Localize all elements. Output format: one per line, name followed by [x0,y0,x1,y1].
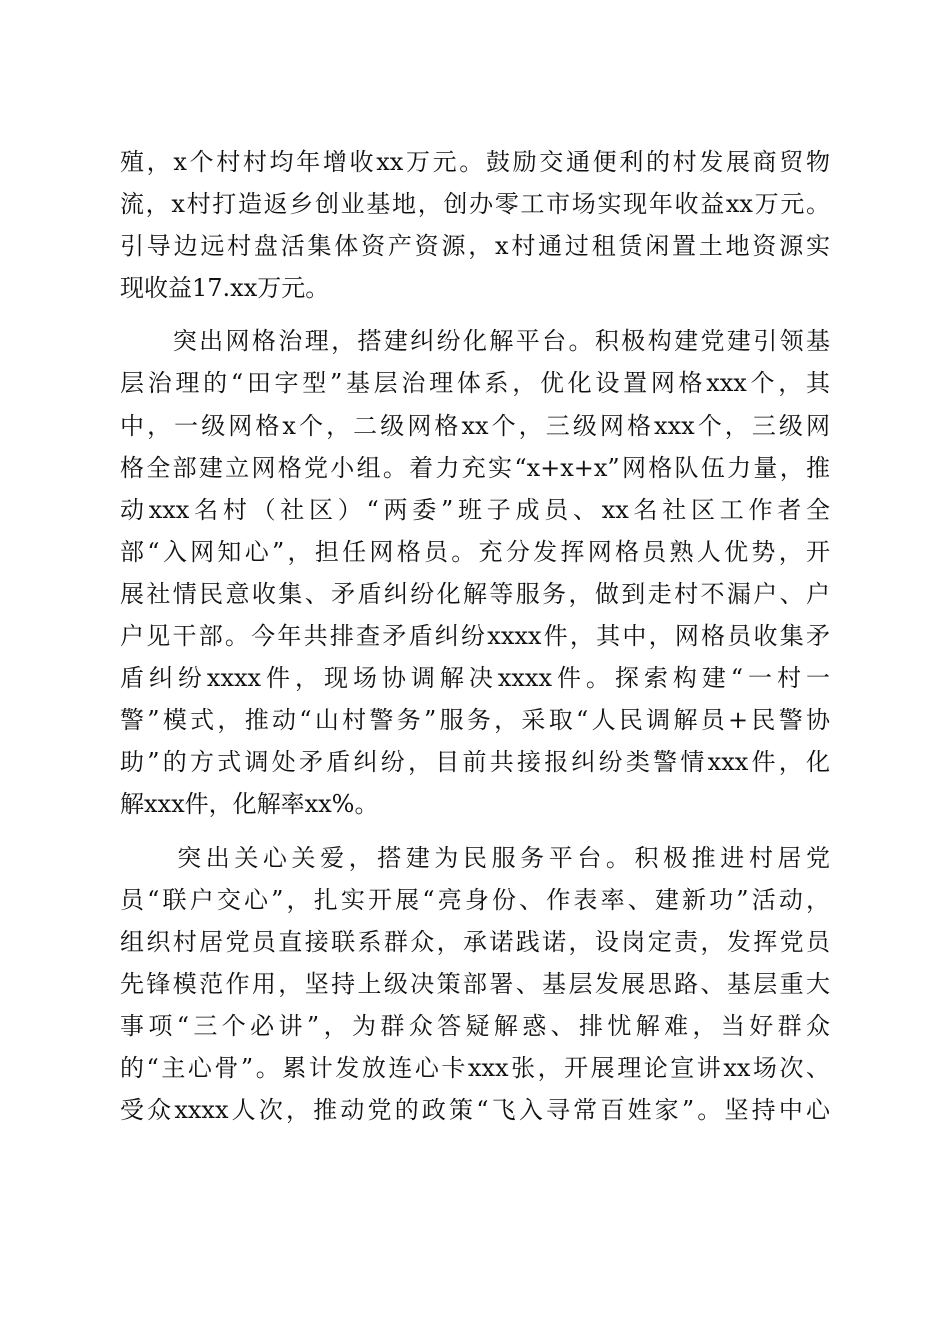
text-line: 先锋模范作用，坚持上级决策部署、基层发展思路、基层重大 [120,969,830,998]
body-text [120,141,830,1131]
text-line: 的“主心骨”。累计发放连心卡xxx张，开展理论宣讲xx场次、 [120,1053,830,1082]
text-line: 解xxx件，化解率xx%。 [120,790,379,819]
text-line: 突出网格治理，搭建纠纷化解平台。积极构建党建引领基 [120,327,830,356]
text-line: 层治理的“田字型”基层治理体系，优化设置网格xxx个，其 [120,369,830,398]
text-line: 助”的方式调处矛盾纠纷，目前共接报纠纷类警情xxx件，化 [120,748,830,777]
text-line: 流，x村打造返乡创业基地，创办零工市场实现年收益xx万元。 [120,190,830,219]
text-line: 格全部建立网格党小组。着力充实“x+x+x”网格队伍力量，推 [120,453,830,482]
text-line: 展社情民意收集、矛盾纠纷化解等服务，做到走村不漏户、户 [120,579,830,608]
text-line: 动xxx名村（社区）“两委”班子成员、xx名社区工作者全 [120,495,830,524]
paragraph-gap [120,309,830,320]
text-line: 突出关心关爱，搭建为民服务平台。积极推进村居党 [120,843,830,872]
paragraph-income [120,141,830,309]
paragraph-care-service [120,837,830,1132]
text-line: 警”模式，推动“山村警务”服务，采取“人民调解员+民警协 [120,706,830,735]
text-line: 户见干部。今年共排查矛盾纠纷xxxx件，其中，网格员收集矛 [120,622,830,651]
text-line: 组织村居党员直接联系群众，承诺践诺，设岗定责，发挥党员 [120,927,830,956]
text-line: 殖，x个村村均年增收xx万元。鼓励交通便利的村发展商贸物 [120,148,830,176]
paragraph-gap [120,826,830,837]
text-line: 盾纠纷xxxx件，现场协调解决xxxx件。探索构建“一村一 [120,664,830,693]
text-line: 受众xxxx人次，推动党的政策“飞入寻常百姓家”。坚持中心 [120,1096,830,1125]
paragraph-grid-governance [120,320,830,825]
text-line: 现收益17.xx万元。 [120,274,330,303]
text-line: 引导边远村盘活集体资产资源，x村通过租赁闲置土地资源实 [120,232,830,261]
text-line: 员“联户交心”，扎实开展“亮身份、作表率、建新功”活动， [120,885,830,914]
text-line: 事项“三个必讲”，为群众答疑解惑、排忧解难，当好群众 [120,1011,830,1040]
text-line: 中，一级网格x个，二级网格xx个，三级网格xxx个，三级网 [120,411,830,440]
text-line: 部“入网知心”，担任网格员。充分发挥网格员熟人优势，开 [120,537,830,566]
